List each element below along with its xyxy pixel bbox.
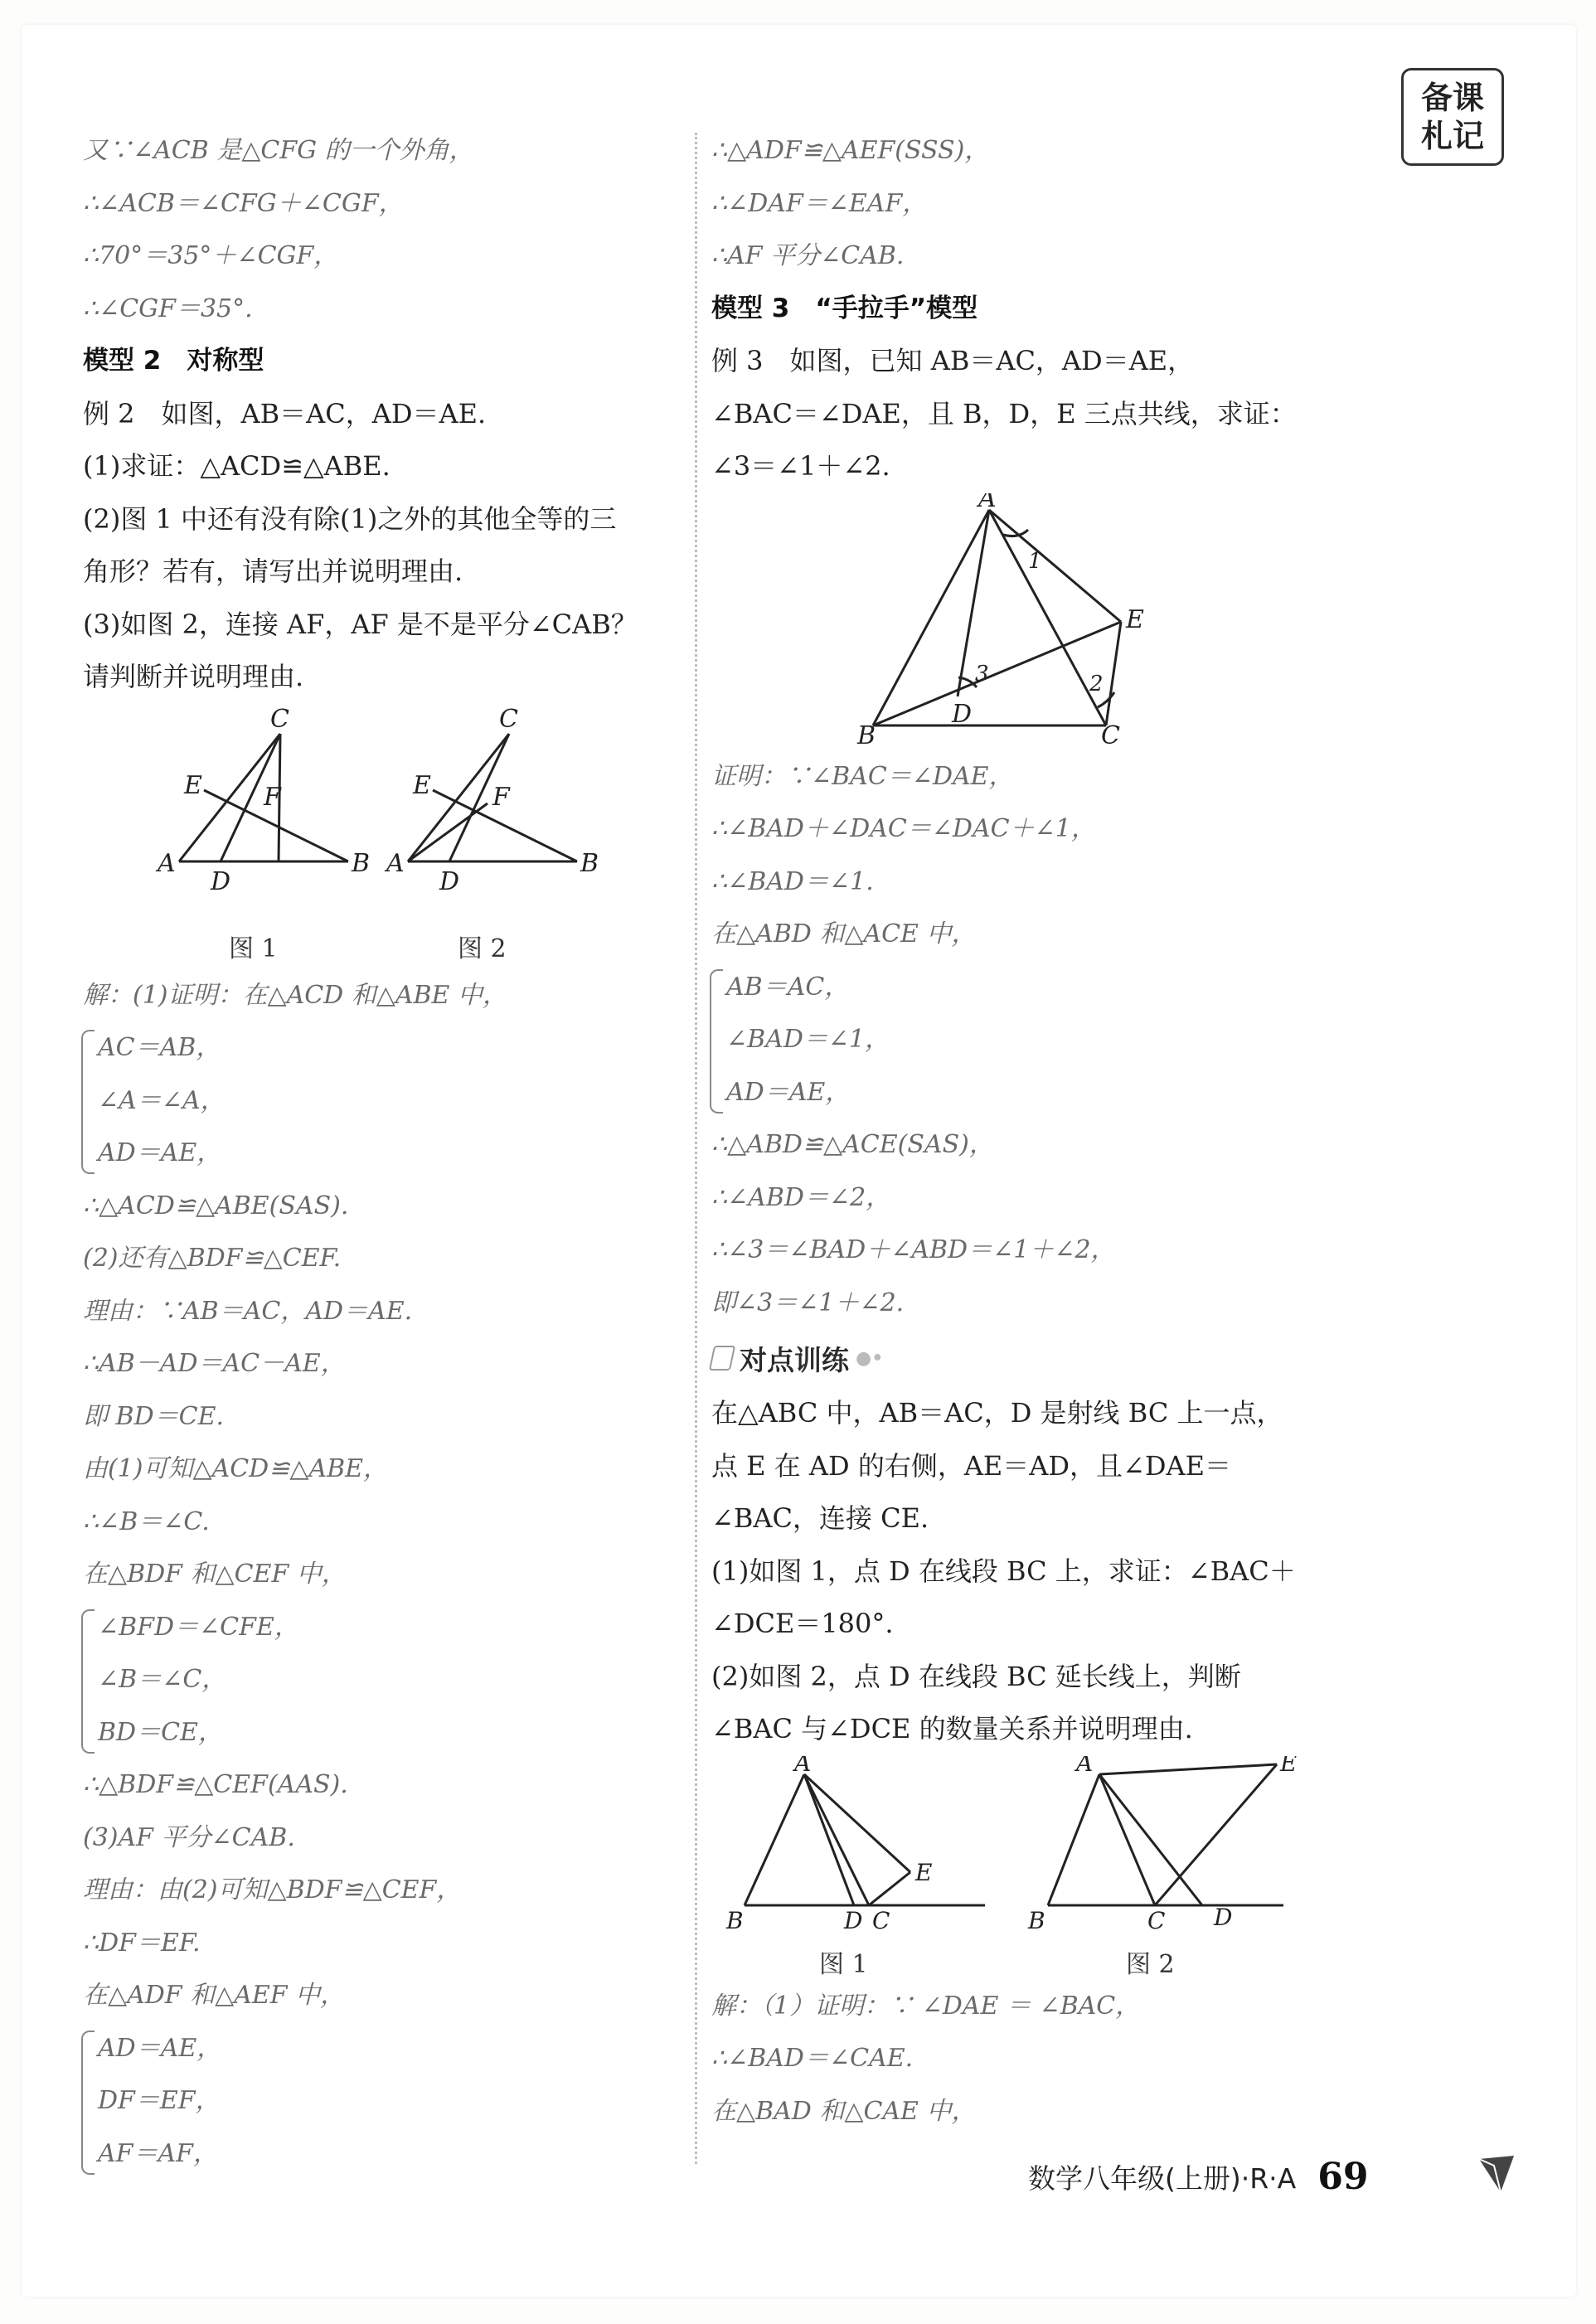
- brace-line: AD＝AE，: [98, 2033, 222, 2063]
- corner-arrow-icon: [1476, 2147, 1517, 2197]
- solution-line: ∴△ACD≌△ABE(SAS).: [83, 1191, 349, 1220]
- model2-heading: 模型 2 对称型: [83, 346, 264, 376]
- fig2-label-d: D: [439, 866, 460, 896]
- text-line: ∴∠DAF＝∠EAF，: [711, 188, 928, 218]
- tfig1-label-e: E: [915, 1858, 933, 1886]
- tfig1-label-b: B: [726, 1906, 744, 1934]
- brace-line: AF＝AF，: [98, 2138, 218, 2168]
- example3-line: 例 3 如图，已知 AB＝AC，AD＝AE，: [711, 345, 1195, 376]
- note-badge-line2: 札记: [1420, 118, 1484, 154]
- fig1-label-f: F: [264, 782, 281, 812]
- left-column: [83, 124, 680, 2180]
- training-line: 点 E 在 AD 的右侧，AE＝AD，且∠DAE＝: [711, 1449, 1231, 1482]
- solution-line: (2)还有△BDF≌△CEF.: [83, 1244, 342, 1273]
- brace-line: ∠BFD＝∠CFE，: [98, 1612, 299, 1642]
- note-badge-line1: 备课: [1420, 80, 1484, 116]
- proof-line: 证明：∵∠BAC＝∠DAE，: [711, 761, 1014, 791]
- example3-line: ∠3＝∠1＋∠2.: [711, 450, 890, 482]
- example2-line: 请判断并说明理由.: [83, 661, 304, 692]
- fig3-label-e: E: [1126, 604, 1144, 634]
- example3-line: ∠BAC＝∠DAE，且 B，D，E 三点共线，求证：: [711, 397, 1297, 429]
- brace-line: ∠B＝∠C，: [98, 1665, 227, 1694]
- brace-line: ∠A＝∠A，: [98, 1085, 226, 1115]
- training-line: ∠BAC 与∠DCE 的数量关系并说明理由.: [711, 1713, 1193, 1744]
- example2-diagram: [83, 704, 680, 928]
- text-line: 又∵∠ACB 是△CFG 的一个外角，: [83, 136, 474, 165]
- brace-group-1: [83, 1021, 680, 1180]
- training-line: (2)如图 2，点 D 在线段 BC 延长线上，判断: [711, 1660, 1241, 1692]
- solution-line: 由(1)可知△ACD≌△ABE，: [83, 1454, 389, 1483]
- tfig2-label-c: C: [1147, 1906, 1166, 1934]
- solution-line: ∴AB－AD＝AC－AE，: [83, 1349, 346, 1378]
- solution-line: ∴DF＝EF.: [83, 1928, 201, 1958]
- brace-line: AD＝AE，: [98, 1138, 222, 1167]
- pencil-icon: [709, 1346, 735, 1371]
- fig2-label-a: A: [386, 848, 405, 878]
- fig2-label-f: F: [492, 782, 510, 812]
- training-heading-label: 对点训练: [740, 1343, 849, 1376]
- text-line: ∴∠ACB＝∠CFG＋∠CGF，: [83, 188, 404, 218]
- solution-line: 即 BD＝CE.: [83, 1401, 225, 1431]
- fig2-label-b: B: [580, 848, 599, 878]
- tfig2-label-e: E: [1280, 1755, 1298, 1777]
- solution-line: ∴∠B＝∠C.: [83, 1506, 210, 1536]
- note-badge: [1401, 68, 1504, 166]
- brace-line: AC＝AB，: [98, 1033, 221, 1062]
- example3-figure: [711, 493, 1313, 750]
- fig3-label-c: C: [1101, 720, 1120, 750]
- solution-line: ∴△BDF≌△CEF(AAS).: [83, 1770, 348, 1799]
- brace-line: BD＝CE，: [98, 1717, 223, 1747]
- text-line: ∴△ADF≌△AEF(SSS)，: [711, 136, 990, 165]
- model3-heading: 模型 3 “手拉手”模型: [711, 293, 978, 323]
- example3-diagram: [711, 493, 1313, 750]
- brace-group-2: [83, 1601, 680, 1759]
- tfig2-label-b: B: [1028, 1906, 1045, 1934]
- example2-line: (2)图 1 中还有没有除(1)之外的其他全等的三: [83, 502, 617, 535]
- proof-line: ∴△ABD≌△ACE(SAS)，: [711, 1130, 994, 1159]
- answer-line: ∴∠BAD＝∠CAE.: [711, 2044, 914, 2073]
- answer-line: 在△BAD 和△CAE 中，: [711, 2096, 977, 2126]
- fig3-label-a: A: [978, 492, 997, 513]
- training-line: ∠DCE＝180°.: [711, 1608, 894, 1639]
- solution-line: 解：(1)证明：在△ACD 和△ABE 中，: [83, 980, 507, 1010]
- tfig1-caption: 图 1: [819, 1949, 868, 1979]
- tfig2-caption: 图 2: [1126, 1949, 1175, 1979]
- fig1-label-e: E: [184, 770, 202, 800]
- example2-line: (1)求证：△ACD≌△ABE.: [83, 450, 391, 482]
- training-heading: [711, 1329, 1313, 1387]
- fig1-label-d: D: [211, 866, 231, 896]
- fig3-label-b: B: [857, 720, 876, 750]
- fig3-angle-1: 1: [1028, 548, 1042, 574]
- solution-line: 理由：∵AB＝AC，AD＝AE.: [83, 1296, 413, 1326]
- training-line: ∠BAC，连接 CE.: [711, 1502, 929, 1534]
- fig3-label-d: D: [952, 699, 973, 729]
- brace-line: AB＝AC，: [726, 972, 850, 1002]
- fig3-angle-2: 2: [1089, 671, 1104, 696]
- dots-icon: ●•: [856, 1347, 884, 1369]
- brace-line: ∠BAD＝∠1，: [726, 1025, 890, 1054]
- book-title: 数学八年级(上册)·R·A: [1028, 2161, 1297, 2195]
- training-diagram: [711, 1756, 1313, 1955]
- example2-line: (3)如图 2，连接 AF，AF 是不是平分∠CAB？: [83, 608, 638, 640]
- solution-line: 理由：由(2)可知△BDF≌△CEF，: [83, 1875, 462, 1904]
- answer-line: 解：（1）证明：∵ ∠DAE ＝ ∠BAC，: [711, 1991, 1141, 2021]
- tfig2-label-a: A: [1076, 1755, 1094, 1777]
- text-line: ∴AF 平分∠CAB.: [711, 241, 905, 270]
- fig1-label-c: C: [270, 704, 289, 734]
- brace-group-3: [83, 2022, 680, 2181]
- tfig1-label-a: A: [794, 1755, 812, 1777]
- text-line: ∴∠CGF＝35°.: [83, 294, 253, 323]
- brace-line: DF＝EF，: [98, 2086, 221, 2115]
- fig2-label-e: E: [413, 770, 431, 800]
- proof-line: ∴∠3＝∠BAD＋∠ABD＝∠1＋∠2，: [711, 1235, 1116, 1264]
- example2-line: 例 2 如图，AB＝AC，AD＝AE.: [83, 397, 487, 429]
- fig2-caption: 图 2: [458, 934, 507, 963]
- fig1-caption: 图 1: [229, 934, 278, 963]
- solution-line: 在△ADF 和△AEF 中，: [83, 1981, 346, 2010]
- training-line: 在△ABC 中，AB＝AC，D 是射线 BC 上一点，: [711, 1397, 1283, 1429]
- example2-figures: [83, 704, 680, 969]
- tfig1-label-c: C: [872, 1906, 890, 1934]
- right-column: [711, 124, 1313, 2137]
- proof-line: ∴∠BAD＋∠DAC＝∠DAC＋∠1，: [711, 814, 1096, 843]
- fig1-label-b: B: [352, 848, 371, 878]
- fig1-label-a: A: [158, 848, 176, 878]
- proof-line: ∴∠ABD＝∠2，: [711, 1182, 891, 1212]
- page-number: 69: [1317, 2155, 1369, 2198]
- brace-line: AD＝AE，: [726, 1077, 851, 1107]
- solution-line: (3)AF 平分∠CAB.: [83, 1822, 295, 1852]
- page-footer: [1028, 2152, 1368, 2201]
- training-line: (1)如图 1，点 D 在线段 BC 上，求证：∠BAC＋: [711, 1555, 1296, 1587]
- fig3-angle-3: 3: [975, 661, 989, 687]
- example2-line: 角形？若有，请写出并说明理由.: [83, 556, 463, 587]
- brace-group-4: [711, 961, 1313, 1119]
- proof-line: ∴∠BAD＝∠1.: [711, 866, 874, 896]
- training-figures: [711, 1756, 1313, 1980]
- fig2-label-c: C: [499, 704, 518, 734]
- tfig1-label-d: D: [844, 1906, 863, 1934]
- column-divider: [695, 133, 697, 2164]
- text-line: ∴70°＝35°＋∠CGF，: [83, 241, 339, 270]
- proof-line: 在△ABD 和△ACE 中，: [711, 919, 977, 949]
- proof-line: 即∠3＝∠1＋∠2.: [711, 1288, 905, 1317]
- solution-line: 在△BDF 和△CEF 中，: [83, 1560, 347, 1589]
- tfig2-label-d: D: [1214, 1903, 1233, 1931]
